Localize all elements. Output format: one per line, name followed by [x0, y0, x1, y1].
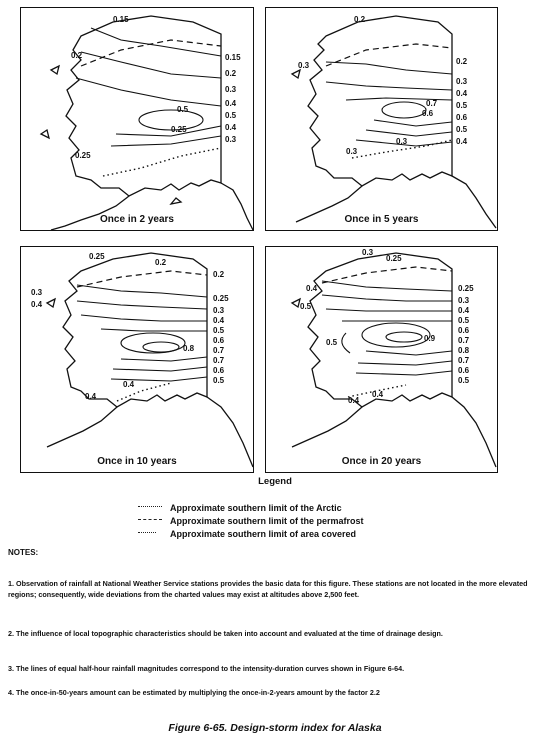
isoline-label: 0.3 [396, 137, 408, 146]
map-panel-20-years [265, 246, 498, 473]
isoline-label: 0.25 [89, 252, 105, 261]
isolines [322, 281, 452, 375]
alaska-map-10-years [21, 247, 255, 474]
isoline-label: 0.7 [458, 356, 470, 365]
isoline-label: 0.2 [155, 258, 167, 267]
panel-caption: Once in 10 years [97, 456, 177, 467]
legend-title: Legend [258, 476, 292, 487]
isoline-label: 0.5 [300, 302, 312, 311]
loose-dotted-line-swatch [138, 532, 156, 535]
isoline-label: 0.6 [213, 366, 225, 375]
isolines [76, 28, 221, 146]
dashed-line-swatch [138, 519, 162, 522]
coastline [41, 16, 253, 230]
isoline-label: 0.25 [213, 294, 229, 303]
isoline-label: 0.6 [422, 109, 434, 118]
isoline-label: 0.2 [213, 270, 225, 279]
isoline-label: 0.4 [348, 396, 360, 405]
area-covered-limit-line [103, 148, 221, 176]
isoline-label: 0.7 [213, 346, 225, 355]
isoline-label: 0.3 [458, 296, 470, 305]
notes-heading: NOTES: [8, 548, 39, 557]
isoline-label: 0.2 [456, 57, 468, 66]
isoline-label: 0.4 [225, 99, 237, 108]
legend-item-permafrost [138, 514, 364, 527]
isoline-label: 0.25 [458, 284, 474, 293]
legend-item-area-covered [138, 527, 356, 540]
isoline-label: 0.8 [458, 346, 470, 355]
isoline-label: 0.3 [213, 306, 225, 315]
legend-item-label: Approximate southern limit of the Arctic [170, 502, 342, 513]
isoline-label: 0.6 [458, 366, 470, 375]
dotted-line-swatch [138, 506, 162, 509]
isoline-label: 0.3 [31, 288, 43, 297]
isoline-label: 0.6 [456, 113, 468, 122]
map-panel-5-years [265, 7, 498, 231]
isoline-label: 0.2 [71, 51, 83, 60]
isoline-label: 0.6 [458, 326, 470, 335]
legend-item-arctic [138, 501, 342, 514]
isoline-label: 0.8 [183, 344, 195, 353]
note-item: 3. The lines of equal half-hour rainfall magnitudes correspond to the intensity-duration curves shown in Figure 6-64. [8, 664, 405, 673]
isoline-label: 0.25 [75, 151, 91, 160]
map-panel-2-years [20, 7, 254, 231]
alaska-map-2-years [21, 8, 255, 232]
isoline-label: 0.15 [225, 53, 241, 62]
alaska-map-20-years [266, 247, 499, 474]
note-item: 4. The once-in-50-years amount can be estimated by multiplying the once-in-2-years amount by the factor 2.2 [8, 688, 380, 697]
panel-caption: Once in 5 years [344, 214, 419, 225]
legend-item-label: Approximate southern limit of area covered [170, 528, 357, 539]
map-panel-10-years [20, 246, 254, 473]
isoline-label: 0.5 [456, 101, 468, 110]
isoline-label: 0.3 [298, 61, 310, 70]
figure-caption: Figure 6-65. Design-storm index for Alaska [168, 722, 382, 734]
isoline-label: 0.9 [424, 334, 436, 343]
isoline-label: 0.3 [225, 135, 237, 144]
isoline-label: 0.3 [225, 85, 237, 94]
isoline-label: 0.5 [456, 125, 468, 134]
isoline-label: 0.4 [456, 89, 468, 98]
isoline-label: 0.5 [458, 316, 470, 325]
isoline-label: 0.5 [458, 376, 470, 385]
isoline-label: 0.25 [171, 125, 187, 134]
isoline-label: 0.6 [213, 336, 225, 345]
isoline-label: 0.5 [177, 105, 189, 114]
isoline-label: 0.5 [225, 111, 237, 120]
permafrost-limit-line [322, 267, 452, 283]
isoline-label: 0.4 [123, 380, 135, 389]
isoline-label: 0.25 [386, 254, 402, 263]
isoline-labels [298, 15, 468, 156]
isoline-label: 0.4 [85, 392, 97, 401]
panel-caption: Once in 20 years [341, 456, 422, 467]
isoline-label: 0.7 [426, 99, 438, 108]
panel-caption: Once in 2 years [100, 214, 174, 225]
isoline-label: 0.15 [113, 15, 129, 24]
isoline-label: 0.2 [354, 15, 366, 24]
isoline-labels [71, 15, 241, 160]
isoline-label: 0.4 [456, 137, 468, 146]
isoline-label: 0.4 [225, 123, 237, 132]
permafrost-limit-line [77, 271, 207, 287]
alaska-map-5-years [266, 8, 499, 232]
note-item: 1. Observation of rainfall at National Weather Service stations provides the basic data for this figure. These stations are not located in the more elevated regions; consequently, wide deviations from the charted values may exist at altitudes above 2,500 feet. [8, 579, 528, 599]
isoline-label: 0.2 [225, 69, 237, 78]
isoline-label: 0.5 [213, 326, 225, 335]
isoline-label: 0.5 [213, 376, 225, 385]
isoline-label: 0.7 [458, 336, 470, 345]
isoline-label: 0.4 [458, 306, 470, 315]
isolines [77, 285, 207, 381]
isoline-label: 0.7 [213, 356, 225, 365]
isoline-label: 0.3 [456, 77, 468, 86]
isoline-label: 0.4 [213, 316, 225, 325]
coastline [292, 16, 496, 228]
isoline-label: 0.4 [31, 300, 43, 309]
isoline-label: 0.4 [372, 390, 384, 399]
isoline-label: 0.4 [306, 284, 318, 293]
isoline-label: 0.3 [362, 248, 374, 257]
note-item: 2. The influence of local topographic characteristics should be taken into account and evaluated at the time of drainage design. [8, 629, 443, 638]
isoline-label: 0.3 [346, 147, 358, 156]
isoline-label: 0.5 [326, 338, 338, 347]
legend-item-label: Approximate southern limit of the permafrost [170, 515, 364, 526]
